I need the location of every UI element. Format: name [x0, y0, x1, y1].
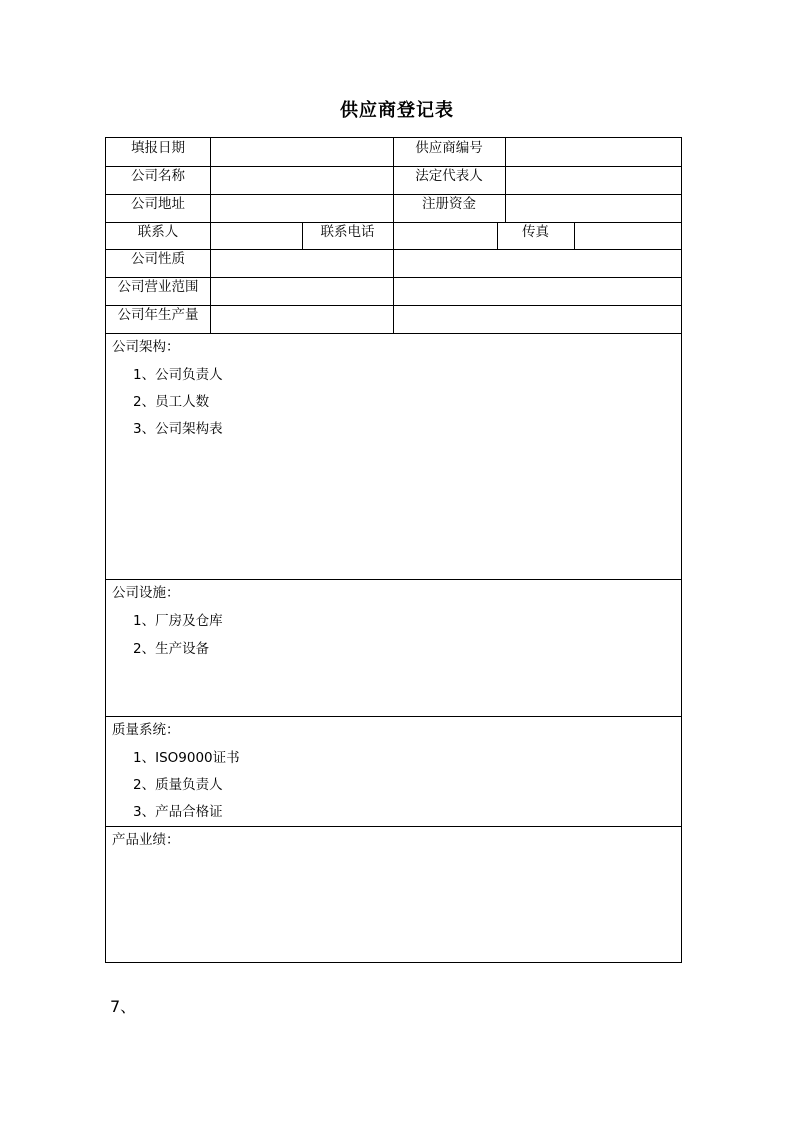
label-company-name: 公司名称	[131, 168, 185, 184]
section-performance-heading: 产品业绩：	[112, 832, 180, 848]
label-contact: 联系人	[137, 224, 179, 240]
label-phone: 联系电话	[320, 224, 375, 240]
section-quality-item: 2、质量负责人	[133, 777, 223, 793]
row-divider	[106, 333, 681, 334]
section-divider	[106, 579, 681, 580]
label-supplier-no: 供应商编号	[415, 140, 483, 156]
column-divider	[574, 222, 575, 249]
column-divider	[393, 249, 394, 333]
section-quality-item: 1、ISO9000证书	[133, 750, 240, 766]
label-annual-output: 公司年生产量	[117, 307, 199, 323]
section-structure-item: 2、员工人数	[133, 394, 210, 410]
section-divider	[106, 716, 681, 717]
supplier-registration-form	[105, 137, 682, 963]
label-legal-rep: 法定代表人	[415, 168, 483, 184]
section-facilities-item: 1、厂房及仓库	[133, 613, 223, 629]
section-quality-heading: 质量系统：	[112, 722, 180, 738]
label-business-scope: 公司营业范围	[117, 279, 199, 295]
page-title: 供应商登记表	[340, 100, 454, 121]
label-company-nature: 公司性质	[131, 251, 185, 267]
section-quality-item: 3、产品合格证	[133, 804, 223, 820]
label-fax: 传真	[522, 224, 549, 240]
section-divider	[106, 826, 681, 827]
label-fill-date: 填报日期	[131, 140, 185, 156]
label-reg-capital: 注册资金	[422, 196, 476, 212]
label-company-address: 公司地址	[131, 196, 185, 212]
section-structure-heading: 公司架构：	[112, 339, 180, 355]
section-facilities-heading: 公司设施：	[112, 585, 180, 601]
column-divider	[393, 222, 394, 249]
column-divider	[505, 138, 506, 222]
footer-number: 7、	[110, 997, 137, 1016]
section-facilities-item: 2、生产设备	[133, 641, 210, 657]
column-divider	[210, 138, 211, 333]
section-structure-item: 1、公司负责人	[133, 367, 223, 383]
section-structure-item: 3、公司架构表	[133, 421, 223, 437]
